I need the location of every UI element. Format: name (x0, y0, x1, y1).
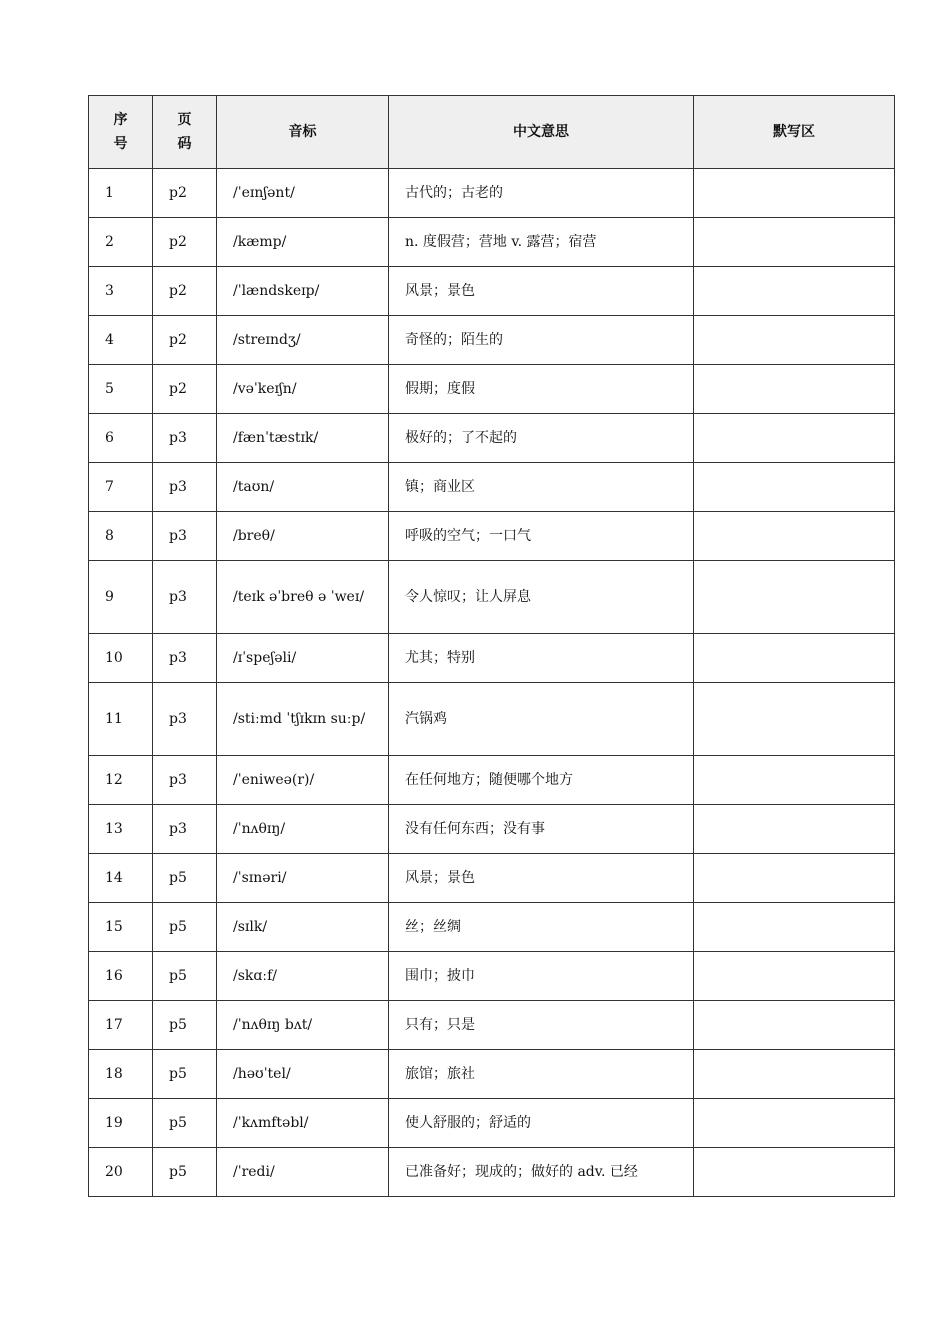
row-meaning: 只有；只是 (389, 1001, 694, 1050)
row-meaning: 旅馆；旅社 (389, 1050, 694, 1099)
dictation-field[interactable] (694, 634, 895, 683)
row-index: 18 (89, 1050, 153, 1099)
row-phonetic: /skɑːf/ (217, 952, 389, 1001)
row-phonetic: /sɪlk/ (217, 903, 389, 952)
row-page: p5 (153, 952, 217, 1001)
dictation-field[interactable] (694, 267, 895, 316)
row-phonetic: /ɪˈspeʃəli/ (217, 634, 389, 683)
table-row (89, 1148, 895, 1197)
row-page: p3 (153, 805, 217, 854)
dictation-field[interactable] (694, 683, 895, 756)
row-phonetic: /breθ/ (217, 512, 389, 561)
row-index: 5 (89, 365, 153, 414)
row-index: 19 (89, 1099, 153, 1148)
row-index: 3 (89, 267, 153, 316)
row-index: 6 (89, 414, 153, 463)
dictation-field[interactable] (694, 561, 895, 634)
row-index: 12 (89, 756, 153, 805)
table-row (89, 805, 895, 854)
table-row (89, 1099, 895, 1148)
row-meaning: 风景；景色 (389, 854, 694, 903)
row-index: 7 (89, 463, 153, 512)
dictation-field[interactable] (694, 952, 895, 1001)
row-index: 15 (89, 903, 153, 952)
dictation-field[interactable] (694, 414, 895, 463)
row-page: p3 (153, 414, 217, 463)
row-meaning: 镇；商业区 (389, 463, 694, 512)
row-phonetic: /ˈredi/ (217, 1148, 389, 1197)
dictation-field[interactable] (694, 365, 895, 414)
dictation-field[interactable] (694, 854, 895, 903)
row-page: p3 (153, 634, 217, 683)
row-meaning: 使人舒服的；舒适的 (389, 1099, 694, 1148)
row-page: p5 (153, 1099, 217, 1148)
row-page: p5 (153, 1050, 217, 1099)
table-row (89, 316, 895, 365)
row-phonetic: /kæmp/ (217, 218, 389, 267)
row-meaning: 汽锅鸡 (389, 683, 694, 756)
table-row (89, 267, 895, 316)
row-index: 4 (89, 316, 153, 365)
row-page: p2 (153, 218, 217, 267)
table-row (89, 634, 895, 683)
dictation-field[interactable] (694, 1001, 895, 1050)
row-meaning: 尤其；特别 (389, 634, 694, 683)
row-page: p3 (153, 756, 217, 805)
table-row (89, 683, 895, 756)
row-page: p2 (153, 267, 217, 316)
row-meaning: 极好的；了不起的 (389, 414, 694, 463)
dictation-field[interactable] (694, 512, 895, 561)
row-page: p5 (153, 1001, 217, 1050)
row-index: 14 (89, 854, 153, 903)
table-row (89, 218, 895, 267)
row-phonetic: /stiːmd ˈtʃɪkɪn suːp/ (217, 683, 389, 756)
table-row (89, 512, 895, 561)
row-page: p3 (153, 561, 217, 634)
row-meaning: 没有任何东西；没有事 (389, 805, 694, 854)
header-index: 序号 (89, 96, 153, 169)
row-phonetic: /taʊn/ (217, 463, 389, 512)
table-row (89, 1001, 895, 1050)
dictation-field[interactable] (694, 316, 895, 365)
table-row (89, 561, 895, 634)
row-index: 11 (89, 683, 153, 756)
row-index: 2 (89, 218, 153, 267)
dictation-field[interactable] (694, 756, 895, 805)
row-index: 10 (89, 634, 153, 683)
row-phonetic: /vəˈkeɪʃn/ (217, 365, 389, 414)
row-index: 8 (89, 512, 153, 561)
table-row (89, 169, 895, 218)
dictation-field[interactable] (694, 169, 895, 218)
header-phonetic: 音标 (217, 96, 389, 169)
table-row (89, 756, 895, 805)
row-meaning: 已准备好；现成的；做好的 adv. 已经 (389, 1148, 694, 1197)
row-phonetic: /ˈnʌθɪŋ/ (217, 805, 389, 854)
dictation-field[interactable] (694, 805, 895, 854)
row-phonetic: /fænˈtæstɪk/ (217, 414, 389, 463)
table-row (89, 1050, 895, 1099)
row-page: p5 (153, 854, 217, 903)
dictation-field[interactable] (694, 903, 895, 952)
row-index: 1 (89, 169, 153, 218)
row-phonetic: /həʊˈtel/ (217, 1050, 389, 1099)
table-row (89, 365, 895, 414)
row-index: 9 (89, 561, 153, 634)
row-meaning: n. 度假营；营地 v. 露营；宿营 (389, 218, 694, 267)
row-page: p2 (153, 169, 217, 218)
row-page: p3 (153, 463, 217, 512)
row-phonetic: /ˈlændskeɪp/ (217, 267, 389, 316)
row-meaning: 令人惊叹；让人屏息 (389, 561, 694, 634)
dictation-field[interactable] (694, 463, 895, 512)
row-index: 20 (89, 1148, 153, 1197)
row-meaning: 丝；丝绸 (389, 903, 694, 952)
row-meaning: 围巾；披巾 (389, 952, 694, 1001)
table-row (89, 463, 895, 512)
table-header-row (89, 96, 895, 169)
row-phonetic: /teɪk əˈbreθ ə ˈweɪ/ (217, 561, 389, 634)
row-phonetic: /ˈeniweə(r)/ (217, 756, 389, 805)
row-phonetic: /ˈkʌmftəbl/ (217, 1099, 389, 1148)
dictation-field[interactable] (694, 218, 895, 267)
header-dictation: 默写区 (694, 96, 895, 169)
row-index: 16 (89, 952, 153, 1001)
header-page: 页码 (153, 96, 217, 169)
table-row (89, 903, 895, 952)
table-row (89, 952, 895, 1001)
row-meaning: 风景；景色 (389, 267, 694, 316)
vocabulary-table (88, 95, 895, 1197)
row-phonetic: /streɪndʒ/ (217, 316, 389, 365)
row-meaning: 假期；度假 (389, 365, 694, 414)
row-index: 17 (89, 1001, 153, 1050)
dictation-field[interactable] (694, 1050, 895, 1099)
row-phonetic: /ˈeɪnʃənt/ (217, 169, 389, 218)
row-page: p3 (153, 683, 217, 756)
header-meaning: 中文意思 (389, 96, 694, 169)
row-page: p5 (153, 1148, 217, 1197)
table-row (89, 854, 895, 903)
row-phonetic: /ˈsɪnəri/ (217, 854, 389, 903)
dictation-field[interactable] (694, 1099, 895, 1148)
table-row (89, 414, 895, 463)
row-page: p3 (153, 512, 217, 561)
row-page: p2 (153, 365, 217, 414)
row-meaning: 奇怪的；陌生的 (389, 316, 694, 365)
row-phonetic: /ˈnʌθɪŋ bʌt/ (217, 1001, 389, 1050)
dictation-field[interactable] (694, 1148, 895, 1197)
row-meaning: 呼吸的空气；一口气 (389, 512, 694, 561)
row-meaning: 在任何地方；随便哪个地方 (389, 756, 694, 805)
row-page: p2 (153, 316, 217, 365)
row-index: 13 (89, 805, 153, 854)
row-meaning: 古代的；古老的 (389, 169, 694, 218)
row-page: p5 (153, 903, 217, 952)
